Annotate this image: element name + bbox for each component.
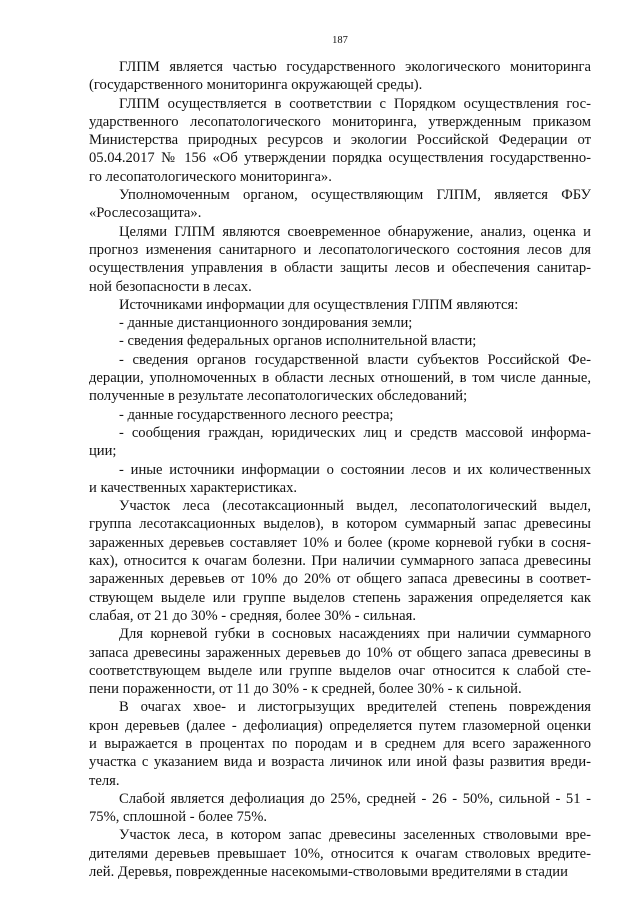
paragraph-p1 — [89, 58, 591, 95]
paragraph-p15 — [89, 790, 591, 827]
text-line: Для корневой губки в сосновых насаждениях при наличии суммарного — [119, 626, 591, 643]
paragraph-p4 — [89, 223, 591, 296]
text-line: ной безопасности в лесах. — [89, 278, 252, 295]
text-line: запаса древесины зараженных деревьев до 10% от общего запаса древесины в — [89, 644, 591, 661]
paragraph-p9 — [89, 406, 591, 424]
text-line: - данные государственного лесного реестра; — [119, 406, 394, 423]
text-line: Слабой является дефолиация до 25%, средней - 26 - 50%, сильной - 51 - — [119, 790, 591, 807]
text-line: лей. Деревья, поврежденные насекомыми-стволовыми вредителями в стадии — [89, 864, 568, 881]
text-line: зараженных деревьев от 10% до 20% от общего запаса древесины в соответ- — [89, 571, 591, 588]
paragraph-p8 — [89, 351, 591, 406]
text-line: - сообщения граждан, юридических лиц и средств массовой информа- — [119, 424, 591, 441]
text-line: ГЛПМ является частью государственного экологического мониторинга — [119, 59, 591, 75]
text-line: - сведения федеральных органов исполнительной власти; — [119, 333, 477, 350]
text-line: участка с указанием вида и возраста личинок или иной фазы развития вреди- — [89, 754, 591, 771]
paragraph-p7 — [89, 332, 591, 350]
text-line: ции; — [89, 443, 117, 460]
page-number: 187 — [332, 35, 348, 46]
text-line: группа лесотаксационных выделов), в котором суммарный запас древесины — [89, 516, 591, 533]
text-line: теля. — [89, 772, 120, 789]
text-line: Министерства природных ресурсов и экологии Российской Федерации от — [89, 132, 591, 149]
text-line: ГЛПМ осуществляется в соответствии с Порядком осуществления гос- — [119, 95, 591, 112]
text-line: Целями ГЛПМ являются своевременное обнаружение, анализ, оценка и — [119, 223, 591, 240]
text-line: го лесопатологического мониторинга». — [89, 168, 332, 185]
text-line: - иные источники информации о состоянии лесов и их количественных — [119, 461, 591, 478]
text-line: Участок леса (лесотаксационный выдел, лесопатологический выдел, — [119, 498, 591, 515]
text-line: ствующем выделе или группе выделов степень заражения определяется как — [89, 589, 591, 606]
text-line: В очагах хвое- и листогрызущих вредителей степень повреждения — [119, 699, 591, 716]
paragraph-p14 — [89, 698, 591, 789]
text-line: пени пораженности, от 11 до 30% - к средней, более 30% - к сильной. — [89, 681, 522, 698]
paragraph-p2 — [89, 95, 591, 186]
paragraph-p5 — [89, 296, 591, 314]
paragraph-p10 — [89, 424, 591, 461]
text-line: прогноз изменения санитарного и лесопатологического состояния лесов для — [89, 241, 591, 258]
paragraph-p16 — [89, 826, 591, 881]
paragraph-p12 — [89, 497, 591, 625]
text-line: ударственного лесопатологического мониторинга, утвержденным приказом — [89, 113, 591, 130]
document-body — [89, 58, 591, 881]
text-line: соответствующем выделе или группе выделов очаг относится к слабой сте- — [89, 662, 591, 679]
text-line: осуществления управления в области защиты лесов и обеспечения санитар- — [89, 260, 591, 277]
text-line: и качественных характеристиках. — [89, 479, 298, 496]
paragraph-p13 — [89, 625, 591, 698]
text-line: слабая, от 21 до 30% - средняя, более 30% - сильная. — [89, 607, 417, 624]
text-line: «Рослесозащита». — [89, 205, 202, 222]
text-line: крон деревьев (далее - дефолиация) определяется путем глазомерной оценки — [89, 717, 591, 734]
text-line: 05.04.2017 № 156 «Об утверждении порядка осуществления государственно- — [89, 150, 591, 167]
text-line: Уполномоченным органом, осуществляющим ГЛПМ, является ФБУ — [119, 187, 591, 204]
text-line: 75%, сплошной - более 75%. — [89, 809, 268, 826]
text-line: (государственного мониторинга окружающей среды). — [89, 77, 423, 94]
text-line: - данные дистанционного зондирования земли; — [119, 315, 413, 332]
text-line: дителями деревьев превышает 10%, относится к очагам стволовых вредите- — [89, 845, 591, 862]
text-line: зараженных деревьев составляет 10% и более (кроме корневой губки в сосня- — [89, 534, 591, 551]
text-line: ках), относится к очагам болезни. При наличии суммарного запаса древесины — [89, 553, 591, 570]
text-line: Участок леса, в котором запас древесины заселенных стволовыми вре- — [119, 827, 591, 844]
text-line: Источниками информации для осуществления ГЛПМ являются: — [119, 296, 519, 313]
text-line: и выражается в процентах по породам и в среднем для всего зараженного — [89, 735, 591, 752]
text-line: дерации, уполномоченных в области лесных отношений, в том числе данные, — [89, 370, 591, 387]
paragraph-p3 — [89, 186, 591, 223]
paragraph-p6 — [89, 314, 591, 332]
text-line: - сведения органов государственной власти субъектов Российской Фе- — [119, 351, 591, 368]
text-line: полученные в результате лесопатологических обследований; — [89, 388, 468, 405]
paragraph-p11 — [89, 461, 591, 498]
